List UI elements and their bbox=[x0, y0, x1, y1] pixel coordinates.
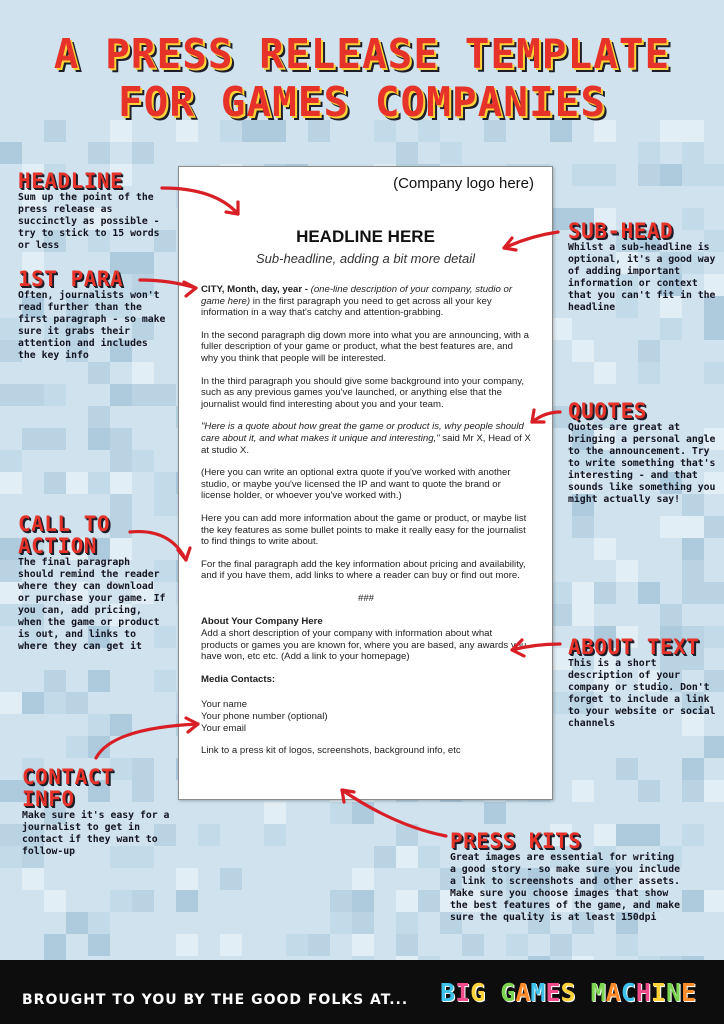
pixel-tile bbox=[374, 846, 396, 868]
callout-about-text-label: ABOUT TEXT bbox=[568, 635, 700, 659]
pixel-tile bbox=[330, 802, 352, 824]
pixel-tile bbox=[132, 890, 154, 912]
pixel-tile bbox=[264, 802, 286, 824]
pixel-tile bbox=[638, 362, 660, 384]
pixel-tile bbox=[88, 472, 110, 494]
brand-letter: G bbox=[470, 978, 486, 1007]
about-heading: About Your Company Here bbox=[201, 616, 323, 628]
pixel-tile bbox=[704, 582, 724, 604]
callout-about-text bbox=[568, 636, 716, 730]
pixel-tile bbox=[462, 934, 484, 956]
pixel-tile bbox=[0, 780, 22, 802]
pixel-tile bbox=[704, 780, 724, 802]
pixel-tile bbox=[682, 758, 704, 780]
pixel-tile bbox=[352, 934, 374, 956]
pixel-tile bbox=[220, 868, 242, 890]
pixel-tile bbox=[704, 736, 724, 758]
pixel-tile bbox=[682, 824, 704, 846]
callout-call-to-action bbox=[18, 513, 168, 653]
company-logo-placeholder: (Company logo here) bbox=[393, 175, 534, 192]
pixel-tile bbox=[44, 934, 66, 956]
pixel-tile bbox=[704, 318, 724, 340]
pixel-tile bbox=[110, 714, 132, 736]
pixel-tile bbox=[484, 802, 506, 824]
callout-contact-desc: Make sure it's easy for a journalist to get in contact if they want to follow-up bbox=[22, 810, 170, 857]
pixel-tile bbox=[440, 142, 462, 164]
pixel-tile bbox=[110, 428, 132, 450]
callout-sub-head-desc: Whilst a sub-headline is optional, it's a good way of adding important information or context that you can't fit in the headline bbox=[568, 242, 716, 313]
brand-letter: E bbox=[681, 978, 697, 1007]
pixel-tile bbox=[176, 890, 198, 912]
pixel-tile bbox=[616, 758, 638, 780]
callout-press-kits-desc: Great images are essential for writing a good story - so make sure you include a link to screenshots and other assets. Make sure you choose images that show the best features of the game, and make sure the quality is at least 150dpi bbox=[450, 852, 681, 923]
template-more-info: Here you can add more information about the game or product, or maybe list the key features as some bullet points to make it really easy for the journalist to find things to write about. bbox=[201, 512, 527, 548]
pixel-tile bbox=[0, 846, 22, 868]
pixel-tile bbox=[704, 362, 724, 384]
template-headline: HEADLINE HERE bbox=[296, 227, 435, 246]
template-second-paragraph: In the second paragraph dig down more into what you are announcing, with a fuller description of your game or product, what the best features are, and why you think that people will be interested. bbox=[201, 329, 530, 364]
brand-letter: A bbox=[515, 978, 531, 1007]
pixel-tile bbox=[660, 604, 682, 626]
callout-about-text-desc: This is a short description of your company or studio. Don't forget to include a link to your website or social channels bbox=[568, 658, 716, 729]
pixel-tile bbox=[22, 692, 44, 714]
pixel-tile bbox=[572, 582, 594, 604]
pixel-tile bbox=[704, 516, 724, 538]
pixel-tile bbox=[0, 450, 22, 472]
pixel-tile bbox=[110, 890, 132, 912]
callout-sub-head bbox=[568, 220, 716, 314]
pixel-tile bbox=[396, 934, 418, 956]
callout-first-para bbox=[18, 268, 168, 362]
pixel-tile bbox=[330, 912, 352, 934]
pixel-tile bbox=[88, 736, 110, 758]
template-third-paragraph: In the third paragraph you should give some background into your company, such as any previous games you've launched, or anything else that the journalist would find interesting about you and your team. bbox=[201, 375, 525, 410]
pixel-tile bbox=[44, 692, 66, 714]
pixel-tile bbox=[418, 846, 440, 868]
pixel-tile bbox=[110, 472, 132, 494]
pixel-tile bbox=[704, 890, 724, 912]
first-paragraph-text: in the first paragraph you need to get across all your key information in a way that's catchy and attention-grabbing. bbox=[201, 295, 492, 319]
pixel-tile bbox=[682, 538, 704, 560]
pixel-tile bbox=[132, 362, 154, 384]
template-body bbox=[201, 284, 531, 757]
pixel-tile bbox=[638, 164, 660, 186]
brand-letter: E bbox=[545, 978, 561, 1007]
pixel-tile bbox=[396, 824, 418, 846]
pixel-tile bbox=[550, 934, 572, 956]
brand-letter: H bbox=[635, 978, 651, 1007]
pixel-tile bbox=[572, 516, 594, 538]
pixel-tile bbox=[154, 384, 176, 406]
callout-first-para-desc: Often, journalists won't read further than the first paragraph - so make sure it grabs their attention and includes the key info bbox=[18, 290, 166, 361]
brand-letter: B bbox=[440, 978, 456, 1007]
callout-quotes-label: QUOTES bbox=[568, 399, 647, 423]
callout-contact-label-2: INFO bbox=[22, 787, 75, 811]
pixel-tile bbox=[88, 934, 110, 956]
contact-email: Your email bbox=[201, 722, 246, 734]
pixel-tile bbox=[88, 406, 110, 428]
callout-first-para-label: 1ST PARA bbox=[18, 267, 124, 291]
pixel-tile bbox=[330, 890, 352, 912]
pixel-tile bbox=[396, 912, 418, 934]
media-contacts-heading: Media Contacts: bbox=[201, 673, 276, 685]
title-line-2: FOR GAMES COMPANIES bbox=[118, 78, 606, 126]
pixel-tile bbox=[352, 802, 374, 824]
template-quote bbox=[201, 421, 531, 456]
quote-attribution: said Mr X, Head of X at studio X. bbox=[201, 432, 531, 456]
callout-headline-label: HEADLINE bbox=[18, 169, 124, 193]
pixel-tile bbox=[572, 604, 594, 626]
pixel-tile bbox=[286, 934, 308, 956]
brand-letter: S bbox=[560, 978, 576, 1007]
page-title bbox=[0, 30, 724, 126]
pixel-tile bbox=[572, 164, 594, 186]
pixel-tile bbox=[550, 604, 572, 626]
pixel-tile bbox=[396, 890, 418, 912]
pixel-tile bbox=[682, 780, 704, 802]
pixel-tile bbox=[594, 362, 616, 384]
pixel-tile bbox=[616, 560, 638, 582]
pixel-tile bbox=[22, 428, 44, 450]
pixel-tile bbox=[88, 912, 110, 934]
brand-logo bbox=[440, 978, 696, 1007]
pixel-tile bbox=[660, 318, 682, 340]
pixel-tile bbox=[44, 890, 66, 912]
pixel-tile bbox=[88, 670, 110, 692]
quote-text: "Here is a quote about how great the game or product is, why people should care about it, and what makes it unique and interesting," bbox=[201, 421, 524, 444]
pixel-tile bbox=[352, 912, 374, 934]
pixel-tile bbox=[396, 846, 418, 868]
one-line-description: (one-line description of your company, studio or game here) bbox=[201, 284, 513, 307]
pixel-tile bbox=[66, 912, 88, 934]
template-extra-quote: (Here you can write an optional extra quote if you've worked with another studio, or maybe you've licensed the IP and want to quote the brand or license holder, or whoever you've worked with.) bbox=[201, 467, 511, 502]
pixel-tile bbox=[0, 472, 22, 494]
pixel-tile bbox=[594, 538, 616, 560]
callout-cta-desc: The final paragraph should remind the reader where they can download or purchase your game. If you can, add pricing, when the game or product is out, and links to where they can get it bbox=[18, 557, 166, 652]
dateline: CITY, Month, day, year - bbox=[201, 284, 308, 295]
pixel-tile bbox=[682, 142, 704, 164]
callout-contact-label-1: CONTACT bbox=[22, 765, 115, 789]
contact-phone: Your phone number (optional) bbox=[201, 711, 328, 723]
footer-bar bbox=[0, 960, 724, 1024]
pixel-tile bbox=[88, 714, 110, 736]
pixel-tile bbox=[660, 516, 682, 538]
pixel-tile bbox=[616, 934, 638, 956]
pixel-tile bbox=[88, 362, 110, 384]
footer-credit: BROUGHT TO YOU BY THE GOOD FOLKS AT... bbox=[22, 992, 409, 1008]
callout-quotes-desc: Quotes are great at bringing a personal angle to the announcement. Try to write something that's interesting - and that sounds like something you might actually say! bbox=[568, 422, 716, 505]
brand-letter: C bbox=[620, 978, 636, 1007]
pixel-tile bbox=[44, 384, 66, 406]
pixel-tile bbox=[572, 340, 594, 362]
pixel-tile bbox=[352, 890, 374, 912]
pixel-tile bbox=[638, 340, 660, 362]
pixel-tile bbox=[682, 516, 704, 538]
pixel-tile bbox=[88, 142, 110, 164]
pixel-tile bbox=[352, 868, 374, 890]
pixel-tile bbox=[0, 692, 22, 714]
pixel-tile bbox=[638, 582, 660, 604]
callout-sub-head-label: SUB-HEAD bbox=[568, 219, 674, 243]
brand-letter: G bbox=[500, 978, 516, 1007]
pixel-tile bbox=[132, 384, 154, 406]
callout-press-kits-label: PRESS KITS bbox=[450, 829, 582, 853]
pixel-tile bbox=[22, 868, 44, 890]
pixel-tile bbox=[396, 142, 418, 164]
pixel-tile bbox=[638, 780, 660, 802]
pixel-tile bbox=[110, 450, 132, 472]
callout-press-kits bbox=[450, 830, 682, 924]
pixel-tile bbox=[704, 164, 724, 186]
callout-contact-info bbox=[22, 766, 172, 858]
pixel-tile bbox=[88, 428, 110, 450]
pixel-tile bbox=[44, 472, 66, 494]
pixel-tile bbox=[0, 142, 22, 164]
pixel-tile bbox=[22, 384, 44, 406]
callout-cta-label-1: CALL TO bbox=[18, 512, 111, 536]
pixel-tile bbox=[594, 164, 616, 186]
pixel-tile bbox=[418, 890, 440, 912]
pixel-tile bbox=[66, 692, 88, 714]
brand-letter: I bbox=[455, 978, 471, 1007]
pixel-tile bbox=[44, 428, 66, 450]
end-separator: ### bbox=[357, 592, 374, 604]
pixel-tile bbox=[0, 824, 22, 846]
brand-letter: M bbox=[530, 978, 546, 1007]
callout-headline-desc: Sum up the point of the press release as succinctly as possible - try to stick to 15 words or less bbox=[18, 192, 160, 251]
pixel-tile bbox=[308, 934, 330, 956]
brand-letter: I bbox=[650, 978, 666, 1007]
pixel-tile bbox=[176, 868, 198, 890]
pixel-tile bbox=[550, 318, 572, 340]
pixel-tile bbox=[506, 934, 528, 956]
pixel-tile bbox=[132, 450, 154, 472]
pixel-tile bbox=[682, 560, 704, 582]
pixel-tile bbox=[660, 164, 682, 186]
pixel-tile bbox=[572, 780, 594, 802]
pixel-tile bbox=[66, 736, 88, 758]
brand-letter: N bbox=[665, 978, 681, 1007]
pixel-tile bbox=[264, 824, 286, 846]
callout-cta-label-2: ACTION bbox=[18, 534, 97, 558]
template-final-paragraph: For the final paragraph add the key information about pricing and availability, and if you have them, add links to where a reader can buy or find out more. bbox=[201, 558, 526, 582]
contact-name: Your name bbox=[201, 699, 248, 711]
template-subheadline: Sub-headline, adding a bit more detail bbox=[256, 251, 475, 266]
pixel-tile bbox=[0, 384, 22, 406]
title-line-1: A PRESS RELEASE TEMPLATE bbox=[53, 30, 671, 78]
pixel-tile bbox=[198, 824, 220, 846]
callout-headline bbox=[18, 170, 170, 252]
pixel-tile bbox=[154, 472, 176, 494]
brand-letter: A bbox=[605, 978, 621, 1007]
pixel-tile bbox=[66, 472, 88, 494]
pixel-tile bbox=[550, 582, 572, 604]
pixel-tile bbox=[110, 384, 132, 406]
brand-letter: M bbox=[590, 978, 606, 1007]
brand-letter bbox=[576, 978, 591, 1007]
about-text: Add a short description of your company with information about what products or games you are known for, where you are based, any awards you have won, etc etc. (Add a link to your homepage) bbox=[201, 628, 527, 663]
brand-letter bbox=[485, 978, 500, 1007]
pixel-tile bbox=[638, 142, 660, 164]
pixel-tile bbox=[220, 934, 242, 956]
press-kit-link-text: Link to a press kit of logos, screenshots, background info, etc bbox=[201, 745, 461, 757]
pixel-tile bbox=[132, 142, 154, 164]
press-release-template bbox=[178, 166, 553, 800]
pixel-tile bbox=[682, 164, 704, 186]
pixel-tile bbox=[176, 934, 198, 956]
pixel-tile bbox=[682, 582, 704, 604]
pixel-tile bbox=[594, 582, 616, 604]
template-first-paragraph bbox=[201, 284, 531, 319]
callout-quotes bbox=[568, 400, 716, 506]
pixel-tile bbox=[44, 670, 66, 692]
pixel-tile bbox=[682, 890, 704, 912]
pixel-tile bbox=[154, 670, 176, 692]
